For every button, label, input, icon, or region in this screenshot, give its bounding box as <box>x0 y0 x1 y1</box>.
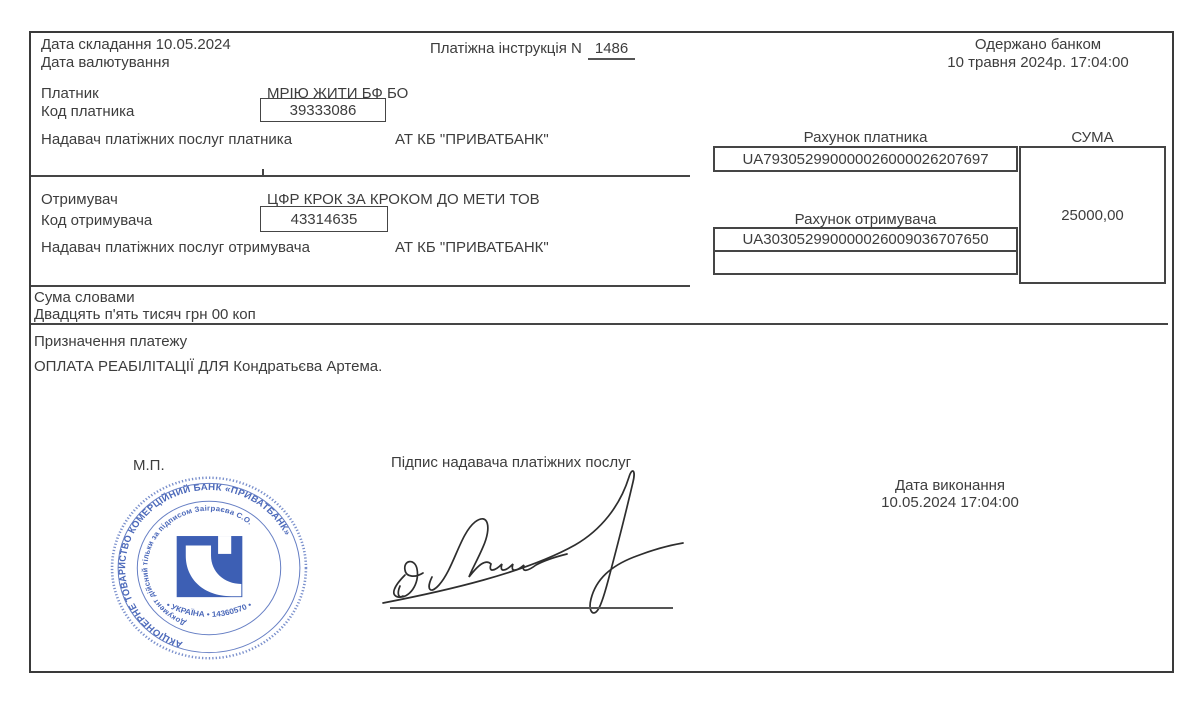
stamp-inner-text: Документ дійсний тільки за підписом Заіграєва С.О. <box>140 503 255 628</box>
receiver-code-box <box>260 206 388 232</box>
payer-account: UA793052990000026000026207697 <box>742 150 989 168</box>
date-created-row <box>41 36 231 54</box>
stamp-outer-text: АКЦІОНЕРНЕ ТОВАРИСТВО КОМЕРЦІЙНИЙ БАНК «ПРИВАТБАНК» <box>116 482 293 650</box>
date-created-label: Дата складання <box>41 36 152 53</box>
receiver-name: ЦФР КРОК ЗА КРОКОМ ДО МЕТИ ТОВ <box>267 191 540 208</box>
receiver-psp-name: АТ КБ "ПРИВАТБАНК" <box>395 239 549 256</box>
payer-account-box <box>713 146 1018 172</box>
receiver-label: Отримувач <box>41 191 118 208</box>
date-valuation-label: Дата валютування <box>41 54 170 71</box>
document-title-block <box>430 40 635 60</box>
handwritten-signature <box>375 465 687 617</box>
receiver-account-empty-box <box>713 252 1018 275</box>
payer-name: МРІЮ ЖИТИ БФ БО <box>267 85 409 102</box>
amount-in-words-label: Сума словами <box>34 289 135 306</box>
payer-psp-label: Надавач платіжних послуг платника <box>41 131 293 148</box>
divider-amount-words <box>31 285 690 287</box>
receiver-account: UA303052990000026009036707650 <box>742 231 989 248</box>
amount-header: СУМА <box>1071 129 1114 146</box>
payer-psp-name: АТ КБ "ПРИВАТБАНК" <box>395 131 549 148</box>
date-created-value: 10.05.2024 <box>155 36 231 53</box>
execution-datetime: 10.05.2024 17:04:00 <box>881 494 1019 511</box>
divider-payer-receiver <box>31 175 690 177</box>
payer-code-label: Код платника <box>41 103 135 120</box>
divider-purpose <box>31 323 1168 325</box>
payer-account-header: Рахунок платника <box>803 129 928 146</box>
purpose-text: ОПЛАТА РЕАБІЛІТАЦІЇ ДЛЯ Кондратьєва Артема. <box>34 358 383 375</box>
payer-label: Платник <box>41 85 99 102</box>
signature-label: Підпис надавача платіжних послуг <box>391 454 632 471</box>
amount-box <box>1019 146 1166 284</box>
signature-underline <box>390 607 673 609</box>
dates-block <box>41 36 231 72</box>
amount-value: 25000,00 <box>1061 206 1124 224</box>
receiver-psp-label: Надавач платіжних послуг отримувача <box>41 239 310 256</box>
document-title: Платіжна інструкція N <box>430 40 582 57</box>
document-number: 1486 <box>588 40 635 60</box>
bank-stamp <box>108 474 310 662</box>
receiver-account-header: Рахунок отримувача <box>794 211 937 228</box>
payer-code-box <box>260 98 386 122</box>
divider-tick <box>262 169 264 175</box>
purpose-label: Призначення платежу <box>34 333 188 350</box>
received-by-bank-datetime: 10 травня 2024р. 17:04:00 <box>947 54 1129 71</box>
receiver-code: 43314635 <box>290 210 358 228</box>
receiver-code-label: Код отримувача <box>41 212 153 229</box>
receiver-account-box <box>713 227 1018 252</box>
amount-in-words: Двадцять п'ять тисяч грн 00 коп <box>34 306 256 323</box>
payment-instruction-document <box>29 31 1174 673</box>
received-by-bank-block <box>915 36 1161 72</box>
execution-date-label: Дата виконання <box>894 477 1006 494</box>
payer-code: 39333086 <box>289 101 357 119</box>
execution-date-block <box>835 477 1065 511</box>
mp-label: М.П. <box>133 457 165 474</box>
stamp-bottom-text: • УКРАЇНА • 14360570 • <box>164 600 254 619</box>
received-by-bank-label: Одержано банком <box>974 36 1102 53</box>
privatbank-logo-icon <box>177 536 243 597</box>
